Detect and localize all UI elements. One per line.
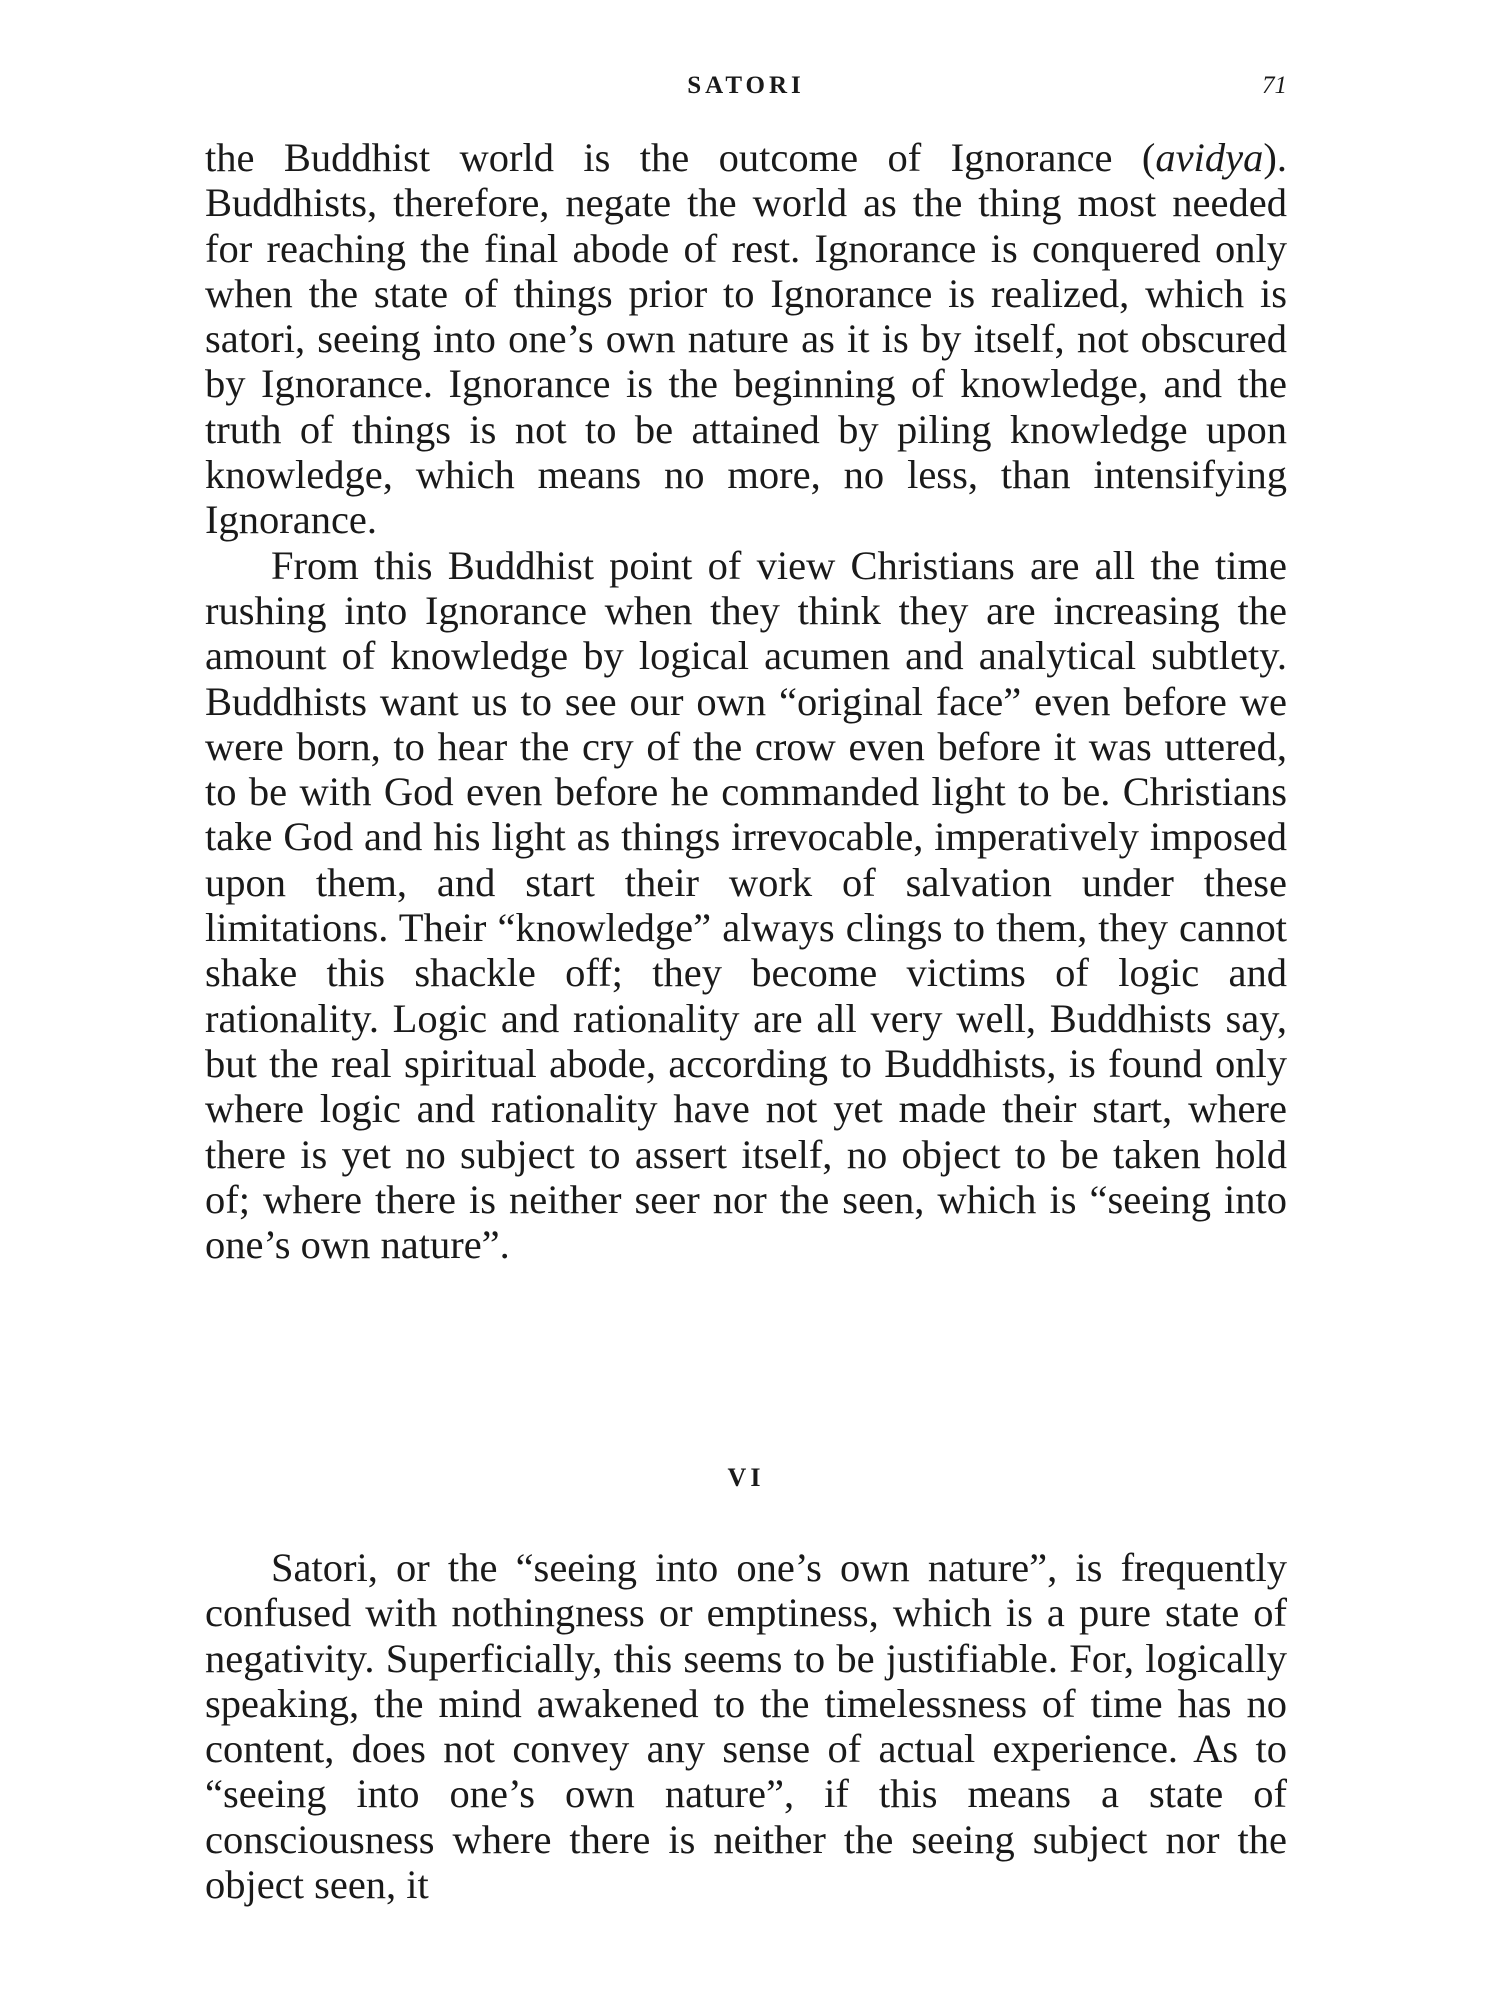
running-head (205, 72, 1287, 112)
paragraph: From this Buddhist point of view Christians are all the time rushing into Ignorance when they think they are increasing the amount of knowledge by logical acumen and analytical subtlety. Buddhists want us to see our own “original face” even before we were born, to hear the cry of the crow even before it was uttered, to be with God even before he commanded light to be. Christians take God and his light as things irrevocable, imperatively imposed upon them, and start their work of salvation under these limitations. Their “knowledge” always clings to them, they cannot shake this shackle off; they become victims of logic and rationality. Logic and rationality are all very well, Buddhists say, but the real spiritual abode, according to Buddhists, is found only where logic and rationality have not yet made their start, where there is yet no subject to assert itself, no object to be taken hold of; where there is neither seer nor the seen, which is “seeing into one’s own nature”. (205, 542, 1287, 1268)
italic-term: avidya (1155, 135, 1264, 180)
page-number: 71 (1262, 72, 1287, 99)
paragraph: Satori, or the “seeing into one’s own nature”, is frequently confused with nothingness or emptiness, which is a pure state of negativity. Superficially, this seems to be justifiable. For, logically speaking, the mind awakened to the timelessness of time has no content, does not convey any sense of actual experience. As to “seeing into one’s own nature”, if this means a state of consciousness where there is neither the seeing subject nor the object seen, it (205, 1545, 1287, 1908)
paragraph-text: the Buddhist world is the outcome of Ignorance ( (205, 135, 1156, 180)
running-title: SATORI (687, 72, 805, 99)
text-block-before-section (205, 135, 1287, 1267)
section-heading: VI (727, 1463, 765, 1492)
text-block-section-vi (205, 1545, 1287, 1907)
paragraph-continuation (205, 135, 1287, 543)
paragraph-text: ). Buddhists, therefore, negate the world as the thing most needed for reaching the final abode of rest. Ignorance is conquered only when the state of things prior to Ignorance is realized, which is satori, seeing into one’s own nature as it is by itself, not obscured by Ignorance. Ignorance is the beginning of knowledge, and the truth of things is not to be attained by piling knowledge upon knowledge, which means no more, no less, than intensifying Ignorance. (205, 135, 1287, 543)
